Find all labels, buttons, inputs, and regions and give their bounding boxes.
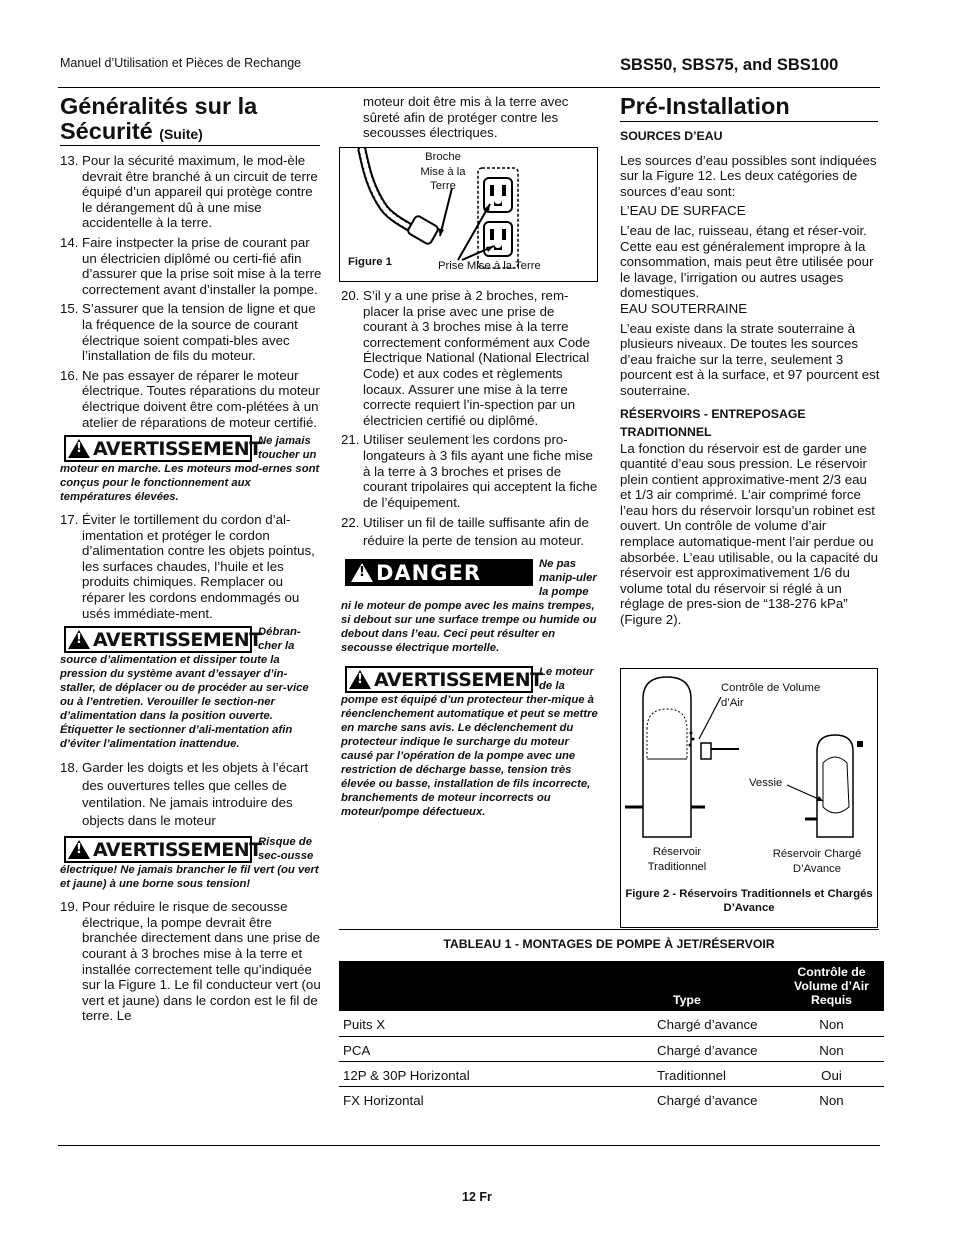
column-header-type: Type — [653, 961, 779, 1011]
pump-tank-table — [339, 961, 884, 1111]
page-number: 12 Fr — [462, 1190, 492, 1204]
surface-text: L’eau de lac, ruisseau, étang et réser-voir. Cette eau est généralement impropre à la consommation, mais peut être utilisée pour le lavage, l’irrigation ou autres usages domestiques. — [620, 222, 874, 301]
table-top-rule — [339, 929, 879, 930]
danger-wet-hands: ! DANGER Ne pas manip-uler la pompe ni le moteur de pompe avec les mains trempes, si debout sur une surface trempe ou humide ou debout dans l’eau. Ceci peut résulter en secousse électrique mortelle. — [341, 557, 601, 655]
table-row: Puits X Chargé d’avance Non — [339, 1011, 884, 1036]
danger-badge: ! DANGER — [345, 559, 533, 586]
bladder-label: Vessie — [749, 777, 783, 789]
air-volume-control-label: Contrôle de Volume d’Air — [721, 682, 821, 709]
table-title: TABLEAU 1 - MONTAGES DE POMPE À JET/RÉSERVOIR — [443, 937, 775, 951]
manual-title: Manuel d’Utilisation et Pièces de Rechange — [60, 56, 302, 70]
footer-rule — [58, 1145, 880, 1146]
list-item: 15. S’assurer que la tension de ligne et que la fréquence de la source de courant électrique soient compati-bles avec l’installation de fils du moteur. — [60, 301, 316, 364]
reservoirs-text: La fonction du réservoir est de garder une quantité d’eau sous pression. Le réservoir plein contient approximative-ment 2/3 eau et 1/3 air comprimé. L’air comprimé force l’eau hors du réservoir lorsqu’un robinet est ouvert. Un contrôle de volume d’air remplace automatique-ment l’air perdue ou absorbée. L’eau utilisable, ou la capacité du réservoir est approximativement 1/6 du volume total du réservoir si réglé à un réglage de pres-sion de “138-276 kPa” (Figure 2). — [620, 440, 878, 628]
souterraine-heading: EAU SOUTERRAINE — [620, 300, 748, 316]
figure-2 — [620, 668, 878, 928]
list-item: 22. Utiliser un fil de taille suffisante afin de réduire la perte de tension au moteur. — [341, 515, 589, 548]
column-header-control: Contrôle de Volume d’Air Requis — [779, 961, 884, 1011]
right-column — [620, 94, 880, 628]
safety-list — [60, 899, 322, 1024]
reservoirs-heading: RÉSERVOIRS - ENTREPOSAGE TRADITIONNEL — [620, 406, 806, 439]
sources-text: Les sources d’eau possibles sont indiquées sur la Figure 12. Les deux catégories de sources d’eau sont: — [620, 152, 877, 199]
traditional-tank-label: Réservoir Traditionnel — [647, 846, 707, 873]
danger-triangle-icon — [351, 563, 373, 582]
left-column — [60, 94, 322, 1028]
list-item: 16. Ne pas essayer de réparer le moteur électrique. Toutes réparations du moteur électrique doivent être com-plétées à un atelier de réparations de moteur certifié. — [60, 367, 320, 430]
table-row: 12P & 30P Horizontal Traditionnel Oui — [339, 1061, 884, 1086]
warning-triangle-icon — [68, 840, 90, 859]
warning-badge: ! AVERTISSEMENT — [64, 836, 252, 863]
list-item: 14. Faire instpecter la prise de courant par un électricien diplômé ou certi-fié afin d’assurer que la prise soit mise à la terre correctement avant d’installer la pompe. — [60, 234, 322, 297]
table-row: FX Horizontal Chargé d’avance Non — [343, 1092, 844, 1108]
sources-heading: SOURCES D’EAU — [620, 129, 723, 143]
list-item: 21. Utiliser seulement les cordons pro-longateurs à 3 fils ayant une fiche mise à la terre à 3 broches et prises de courant tripolaires qui acceptent la fiche de l’équipement. — [341, 432, 598, 510]
warning-badge: ! AVERTISSEMENT — [64, 435, 252, 462]
warning-badge: ! AVERTISSEMENT — [345, 666, 533, 693]
section-title-preinstall: Pré-Installation — [620, 93, 790, 119]
figure-1 — [339, 147, 598, 282]
safety-list — [60, 759, 322, 829]
warning-thermal-protector: ! AVERTISSEMENT Le moteur de la pompe est équipé d’un protecteur ther-mique à réenclenchement automatique et peut se mettre en marche sans avis. Le déclenchement du protecteur indique le surcharge du moteur causé par l’opération de la pompe avec une restriction de décharge basse, tension très élevée ou basse, installation de fils incorrecte, branchements de moteur incorrects ou moteur/pompe défectueux. — [341, 665, 601, 819]
precharged-tank-label: Réservoir Chargé D’Avance — [772, 848, 862, 875]
warning-triangle-icon — [68, 439, 90, 458]
warning-triangle-icon — [349, 670, 371, 689]
warning-touch-motor: ! AVERTISSEMENT Ne jamais toucher un moteur en marche. Les moteurs mod-ernes sont conçus pour le fonctionnement aux températures élevées. — [60, 434, 322, 504]
table-row: PCA Chargé d’avance Non — [339, 1036, 884, 1061]
safety-list — [60, 512, 322, 621]
souterraine-text: L’eau existe dans la strate souterraine à plusieurs niveaux. De toutes les sources d’eau fraiche sur la terre, seulement 3 pourcent est à la surface, et 97 pourcent est souterraine. — [620, 320, 880, 398]
figure-1-prise-label: Prise Mise à la Terre — [438, 260, 541, 272]
figure-1-broche-label: Broche Mise à la Terre — [420, 151, 466, 192]
table-header-row — [339, 961, 884, 1011]
list-item: 20. S’il y a une prise à 2 broches, rem-placer la prise avec une prise de courant à 3 broches mise à la terre correctement conformément aux Code Électrique National (National Electrical Code) et aux codes et règlements locaux. Assurer une mise à la terre correcte requiert l’in-spection par un électricien certifié ou diplômé. — [341, 288, 590, 428]
warning-triangle-icon — [68, 630, 90, 649]
header-rule — [58, 87, 880, 88]
model-numbers: SBS50, SBS75, and SBS100 — [620, 56, 839, 74]
list-item: 13. Pour la sécurité maximum, le mod-èle devrait être branché à un circuit de terre équipé d’un appareil qui protège contre le dérangement dû à une mise accidentelle à la terre. — [60, 153, 318, 231]
title-underline — [60, 145, 320, 146]
list-item: 18. Garder les doigts et les objets à l’écart des ouvertures telles que celles de ventilation. Ne jamais introduire des objects dans le moteur — [60, 760, 309, 828]
warning-badge: ! AVERTISSEMENT — [64, 626, 252, 653]
middle-column-lower — [341, 288, 601, 827]
middle-column — [341, 94, 601, 141]
figure-2-caption: Figure 2 - Réservoirs Traditionnels et Chargés D’Avance — [625, 888, 873, 914]
warning-shock-risk: ! AVERTISSEMENT Risque de sec-ousse électrique! Ne jamais brancher le fil vert (ou vert et jaune) à une borne sous tension! — [60, 835, 322, 891]
list-item: 17. Éviter le tortillement du cordon d’al-imentation et protéger le cordon d’alimentation contre les objets pointus, les surfaces chaudes, l’huile et les produits chimiques. Remplacer ou réparer les cordons endommagés ou usés immédiate-ment. — [60, 512, 315, 621]
warning-disconnect-power: ! AVERTISSEMENT Débran-cher la source d’alimentation et dissiper toute la pression du système avant d’essayer d’in-staller, de déplacer ou de procéder au ser-vice ou à l’entretien. Verouiller le section-ner d’alimentation dans la position ouverte. Étiquetter le sectionner d’ali-mentation afin d’éviter l’alimentation inattendue. — [60, 625, 322, 751]
continued-text: moteur doit être mis à la terre avec sûreté afin de protéger contre les secousses électriques. — [363, 94, 569, 141]
title-underline — [620, 121, 878, 122]
surface-heading: L’EAU DE SURFACE — [620, 203, 746, 219]
safety-list — [341, 288, 601, 549]
section-title-safety: Généralités sur la Sécurité (Suite) — [60, 93, 258, 144]
list-item: 19. Pour réduire le risque de secousse électrique, la pompe devrait être branchée directement dans une prise de courant à 3 broches mise à la terre et installée correctement telle qu’indiquée sur la Figure 1. Le fil conducteur vert (ou vert et jaune) dans le cordon est le fil de terre. Le — [60, 899, 321, 1024]
safety-list — [60, 153, 322, 430]
figure-1-caption: Figure 1 — [348, 256, 392, 268]
